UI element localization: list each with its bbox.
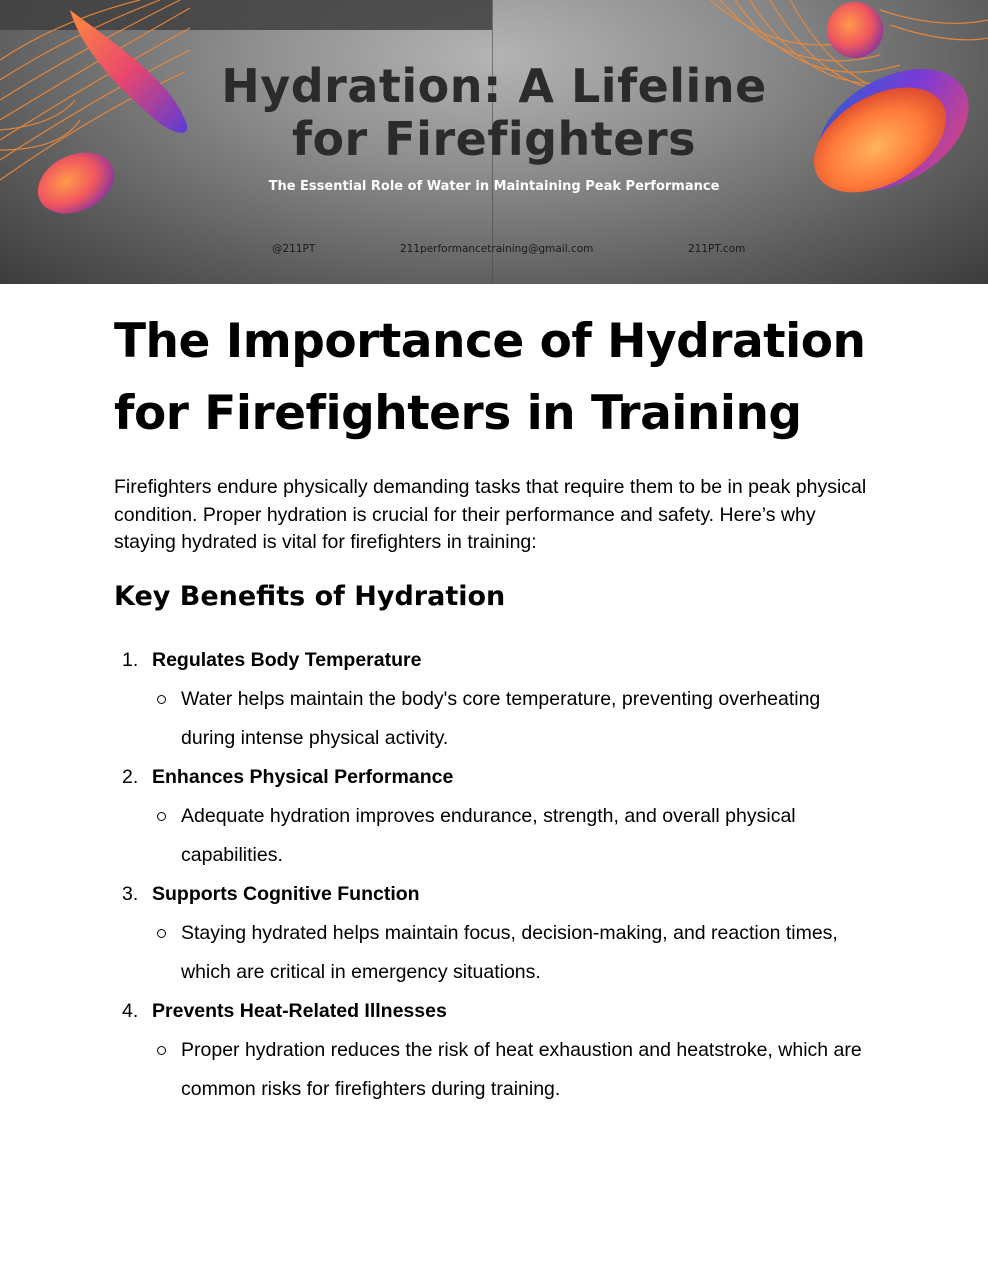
list-number-text: 2.: [122, 765, 139, 788]
benefit-detail: [114, 914, 874, 992]
benefit-detail-text: Adequate hydration improves endurance, strength, and overall physical capabilities.: [181, 804, 796, 866]
header-banner: [0, 0, 988, 284]
orb-shape: [827, 2, 883, 58]
list-number: [114, 766, 152, 789]
list-number: [114, 649, 152, 672]
list-number-text: 1.: [122, 648, 139, 671]
banner-title: Hydration: A Lifeline for Firefighters: [221, 59, 767, 166]
benefit-detail: [114, 1031, 874, 1109]
benefit-detail: [114, 680, 874, 758]
banner-subtitle: The Essential Role of Water in Maintaining Peak Performance: [268, 179, 720, 194]
benefit-detail-text: Staying hydrated helps maintain focus, decision-making, and reaction times, which are critical in emergency situations.: [181, 921, 838, 983]
benefit-title: Supports Cognitive Function: [152, 882, 420, 905]
website-link: 211PT.com: [688, 243, 746, 255]
benefit-title-row: [114, 875, 874, 914]
benefit-detail: [114, 797, 874, 875]
circle-bullet-icon: [157, 812, 166, 821]
benefit-title: Prevents Heat-Related Illnesses: [152, 999, 447, 1022]
benefit-detail-text: Proper hydration reduces the risk of heat exhaustion and heatstroke, which are common risks for firefighters during training.: [181, 1038, 862, 1100]
article-heading: The Importance of Hydration for Firefighters in Training: [114, 314, 866, 441]
benefit-title: Enhances Physical Performance: [152, 765, 454, 788]
contact-email: 211performancetraining@gmail.com: [400, 243, 594, 255]
benefits-list: [114, 641, 874, 1109]
social-handle: @211PT: [272, 243, 316, 255]
article-body: [114, 306, 874, 1109]
circle-bullet-icon: [157, 929, 166, 938]
benefit-title: Regulates Body Temperature: [152, 648, 422, 671]
list-item: [114, 992, 874, 1109]
benefit-detail-text: Water helps maintain the body's core temperature, preventing overheating during intense physical activity.: [181, 687, 821, 749]
circle-bullet-icon: [157, 1046, 166, 1055]
benefit-title-row: [114, 758, 874, 797]
benefit-title-row: [114, 641, 874, 680]
list-item: [114, 875, 874, 992]
list-number: [114, 883, 152, 906]
intro-paragraph: Firefighters endure physically demanding tasks that require them to be in peak physical condition. Proper hydration is crucial for their performance and safety. Here’s why staying hydrated is vital for firefighters in training:: [114, 476, 867, 553]
list-number-text: 4.: [122, 999, 139, 1022]
list-number-text: 3.: [122, 882, 139, 905]
list-item: [114, 641, 874, 758]
list-number: [114, 1000, 152, 1023]
section-heading: Key Benefits of Hydration: [114, 580, 506, 612]
circle-bullet-icon: [157, 695, 166, 704]
list-item: [114, 758, 874, 875]
benefit-title-row: [114, 992, 874, 1031]
